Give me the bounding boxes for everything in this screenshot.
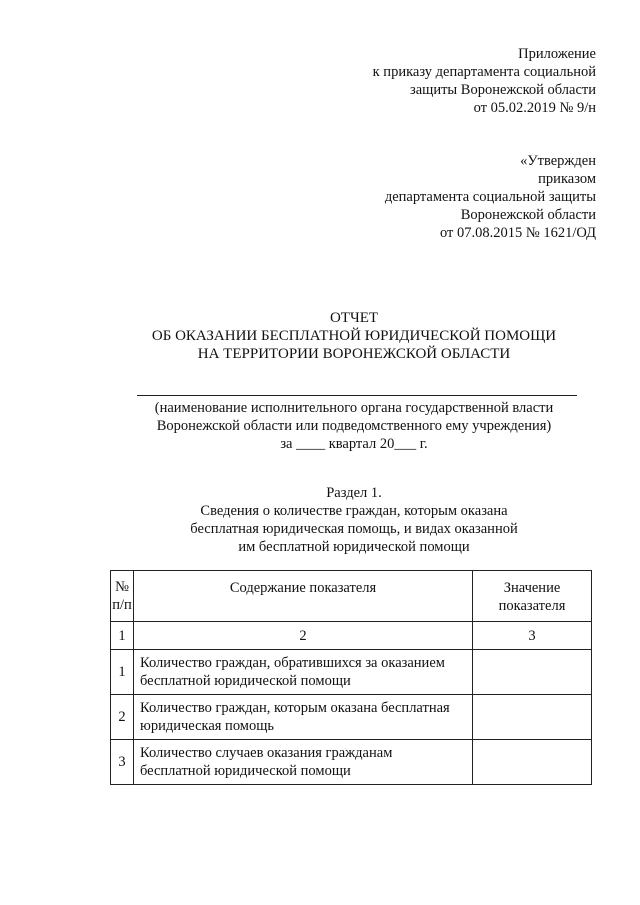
title-line: ОБ ОКАЗАНИИ БЕСПЛАТНОЙ ЮРИДИЧЕСКОЙ ПОМОЩИ bbox=[151, 328, 557, 344]
header-content: Содержание показателя bbox=[134, 571, 473, 622]
header-value bbox=[473, 571, 592, 622]
section-line: Сведения о количестве граждан, которым оказана bbox=[200, 503, 508, 519]
header-num bbox=[111, 571, 134, 622]
row-number: 1 bbox=[111, 650, 134, 695]
row-value-cell[interactable] bbox=[473, 740, 592, 785]
section-line: бесплатная юридическая помощь, и видах оказанной bbox=[190, 521, 518, 537]
column-number: 1 bbox=[111, 622, 134, 650]
header-num-l1: № bbox=[115, 579, 129, 595]
row-content-l2: бесплатной юридической помощи bbox=[140, 673, 351, 689]
row-content-l1: Количество граждан, которым оказана бесплатная bbox=[140, 700, 450, 716]
org-caption bbox=[0, 399, 640, 453]
row-value-cell[interactable] bbox=[473, 695, 592, 740]
row-number: 3 bbox=[111, 740, 134, 785]
table-header-row bbox=[111, 571, 592, 622]
section-line: им бесплатной юридической помощи bbox=[238, 539, 470, 555]
period-line: за ____ квартал 20___ г. bbox=[280, 436, 428, 452]
row-content-l2: бесплатной юридической помощи bbox=[140, 763, 351, 779]
table-row bbox=[111, 740, 592, 785]
header-value-l2: показателя bbox=[498, 598, 566, 614]
appendix-line: защиты Воронежской области bbox=[409, 82, 596, 98]
org-name-blank-line bbox=[137, 395, 577, 396]
appendix-block bbox=[373, 45, 596, 117]
org-caption-line: (наименование исполнительного органа государственной власти bbox=[154, 400, 554, 416]
table-row bbox=[111, 695, 592, 740]
column-number: 2 bbox=[134, 622, 473, 650]
appendix-line: к приказу департамента социальной bbox=[372, 64, 596, 80]
section-heading bbox=[0, 484, 640, 556]
org-caption-line: Воронежской области или подведомственного ему учреждения) bbox=[156, 418, 552, 434]
row-content-l1: Количество граждан, обратившихся за оказанием bbox=[140, 655, 445, 671]
appendix-line: от 05.02.2019 № 9/н bbox=[473, 100, 596, 116]
approval-block bbox=[385, 152, 596, 242]
row-number: 2 bbox=[111, 695, 134, 740]
header-num-l2: п/п bbox=[112, 597, 132, 613]
header-value-l1: Значение bbox=[503, 580, 561, 596]
table-row bbox=[111, 650, 592, 695]
approval-line: «Утвержден bbox=[520, 153, 596, 169]
title-line: НА ТЕРРИТОРИИ ВОРОНЕЖСКОЙ ОБЛАСТИ bbox=[197, 346, 511, 362]
approval-line: департамента социальной защиты bbox=[384, 189, 596, 205]
row-content-l2: юридическая помощь bbox=[140, 718, 274, 734]
row-value-cell[interactable] bbox=[473, 650, 592, 695]
row-content bbox=[134, 695, 473, 740]
approval-line: от 07.08.2015 № 1621/ОД bbox=[439, 225, 596, 241]
row-content-l1: Количество случаев оказания гражданам bbox=[140, 745, 393, 761]
report-title bbox=[0, 309, 640, 363]
appendix-line: Приложение bbox=[518, 46, 596, 62]
approval-line: Воронежской области bbox=[460, 207, 596, 223]
row-content bbox=[134, 650, 473, 695]
report-table bbox=[110, 570, 592, 785]
column-number: 3 bbox=[473, 622, 592, 650]
column-number-row bbox=[111, 622, 592, 650]
approval-line: приказом bbox=[538, 171, 596, 187]
section-line: Раздел 1. bbox=[326, 485, 382, 501]
title-line: ОТЧЕТ bbox=[329, 310, 379, 326]
row-content bbox=[134, 740, 473, 785]
